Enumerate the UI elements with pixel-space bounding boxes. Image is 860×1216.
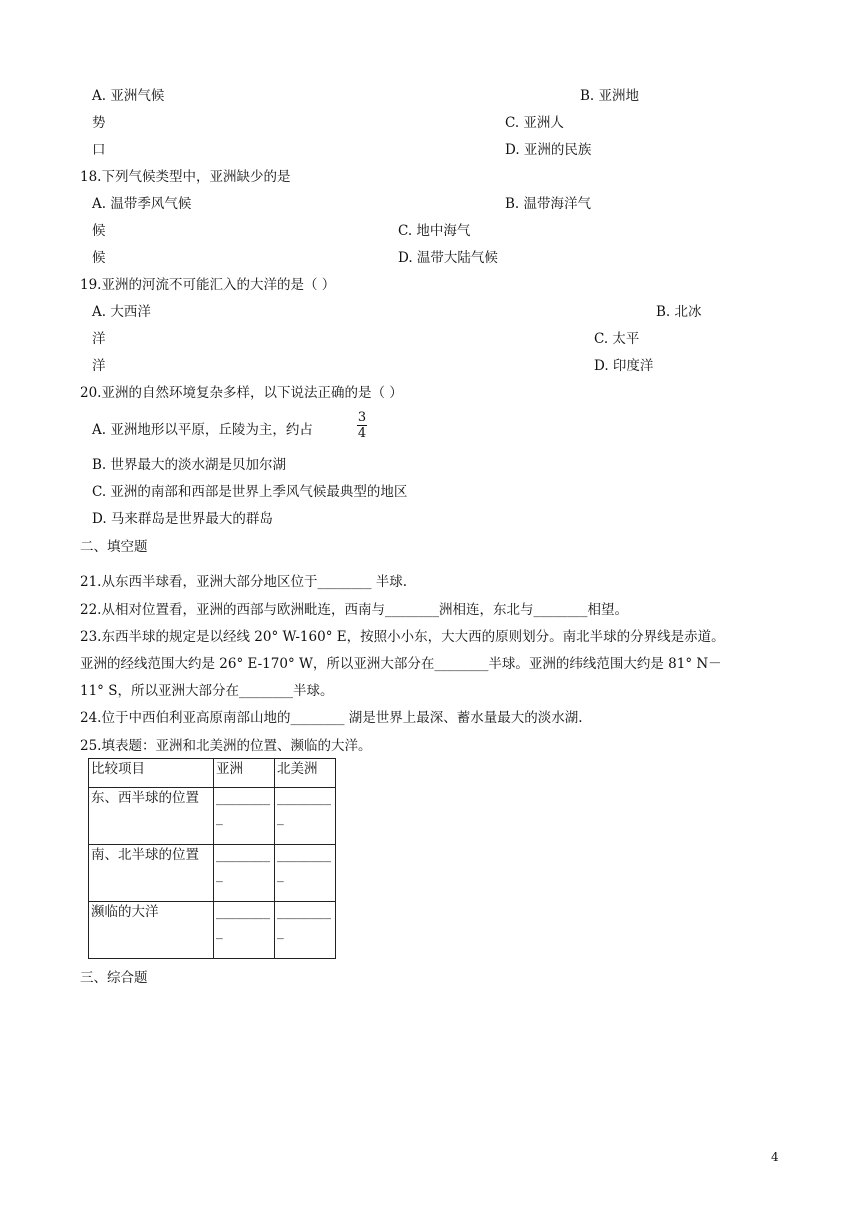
q22-text: 22.从相对位置看，亚洲的西部与欧洲毗连，西南与________洲相连，东北与________相望。 [80,602,628,618]
q19-option-d: D. 印度洋 [594,358,654,374]
table-header-cell: 比较项目 [89,759,214,788]
q17-option-a: A. 亚洲气候 [92,88,165,104]
q19-option-c: C. 太平 [594,331,640,347]
q23-line-2: 亚洲的经线范围大约是 26° E-170° W，所以亚洲大部分在________半球。亚洲的纬线范围大约是 81° N－ [80,656,722,672]
table-blank-cell[interactable] [275,845,336,902]
q17-option-b: B. 亚洲地 [580,88,640,104]
table-blank-cell[interactable] [214,902,275,959]
answer-blank[interactable]: _________ [216,904,270,940]
table-blank-cell[interactable] [275,788,336,845]
q19-option-b-wrap: 洋 [92,331,106,347]
q19-option-a: A. 大西洋 [92,304,151,320]
q23-line-3: 11° S，所以亚洲大部分在________半球。 [80,683,334,699]
q18-option-b: B. 温带海洋气 [505,196,592,212]
table-header-cell: 北美洲 [275,759,336,788]
table-row-label: 东、西半球的位置 [89,788,214,845]
q18-option-a-wrap: 候 [92,223,106,239]
q20-stem: 20.亚洲的自然环境复杂多样，以下说法正确的是（ ） [80,385,403,401]
fraction-numerator: 3 [357,410,367,425]
table-row-label: 濒临的大洋 [89,902,214,959]
q20-option-b: B. 世界最大的淡水湖是贝加尔湖 [92,457,287,473]
q25-stem: 25.填表题：亚洲和北美洲的位置、濒临的大洋。 [80,738,372,754]
q21-text: 21.从东西半球看，亚洲大部分地区位于________ 半球. [80,574,408,590]
table-header-row [89,759,336,788]
answer-blank[interactable]: _________ [277,790,331,826]
section-3-heading: 三、综合题 [80,970,148,986]
q18-option-c: C. 地中海气 [398,223,471,239]
q19-stem: 19.亚洲的河流不可能汇入的大洋的是（ ） [80,277,336,293]
table-blank-cell[interactable] [275,902,336,959]
q24-text: 24.位于中西伯利亚高原南部山地的________ 湖是世界上最深、蓄水量最大的淡水湖. [80,710,583,726]
q17-option-d: D. 亚洲的民族 [505,142,592,158]
q19-option-c-wrap: 洋 [92,358,106,374]
answer-blank[interactable]: _________ [277,847,331,883]
table-row-label: 南、北半球的位置 [89,845,214,902]
answer-blank[interactable]: _________ [277,904,331,940]
table-blank-cell[interactable] [214,845,275,902]
q19-option-b: B. 北冰 [656,304,702,320]
table-row [89,902,336,959]
q18-option-a: A. 温带季风气候 [92,196,192,212]
table-row [89,845,336,902]
comparison-table [88,758,336,959]
q17-option-b-wrap: 势 [92,115,106,131]
q20-fraction [357,411,367,440]
fraction-denominator: 4 [357,426,367,441]
q17-option-c-wrap: 口 [92,142,106,158]
q20-option-a: A. 亚洲地形以平原，丘陵为主，约占 [92,422,313,438]
q20-option-d: D. 马来群岛是世界最大的群岛 [92,511,273,527]
table-header-cell: 亚洲 [214,759,275,788]
page-number: 4 [771,1150,779,1164]
section-2-heading: 二、填空题 [80,539,148,555]
q18-stem: 18.下列气候类型中，亚洲缺少的是 [80,169,291,185]
q23-line-1: 23.东西半球的规定是以经线 20° W-160° E，按照小小东，大大西的原则划分。南北半球的分界线是赤道。 [80,629,725,645]
q18-option-d: D. 温带大陆气候 [398,250,498,266]
answer-blank[interactable]: _________ [216,847,270,883]
q20-option-c: C. 亚洲的南部和西部是世界上季风气候最典型的地区 [92,484,408,500]
answer-blank[interactable]: _________ [216,790,270,826]
q18-option-b-wrap: 候 [92,250,106,266]
table-blank-cell[interactable] [214,788,275,845]
q17-option-c: C. 亚洲人 [505,115,564,131]
table-row [89,788,336,845]
